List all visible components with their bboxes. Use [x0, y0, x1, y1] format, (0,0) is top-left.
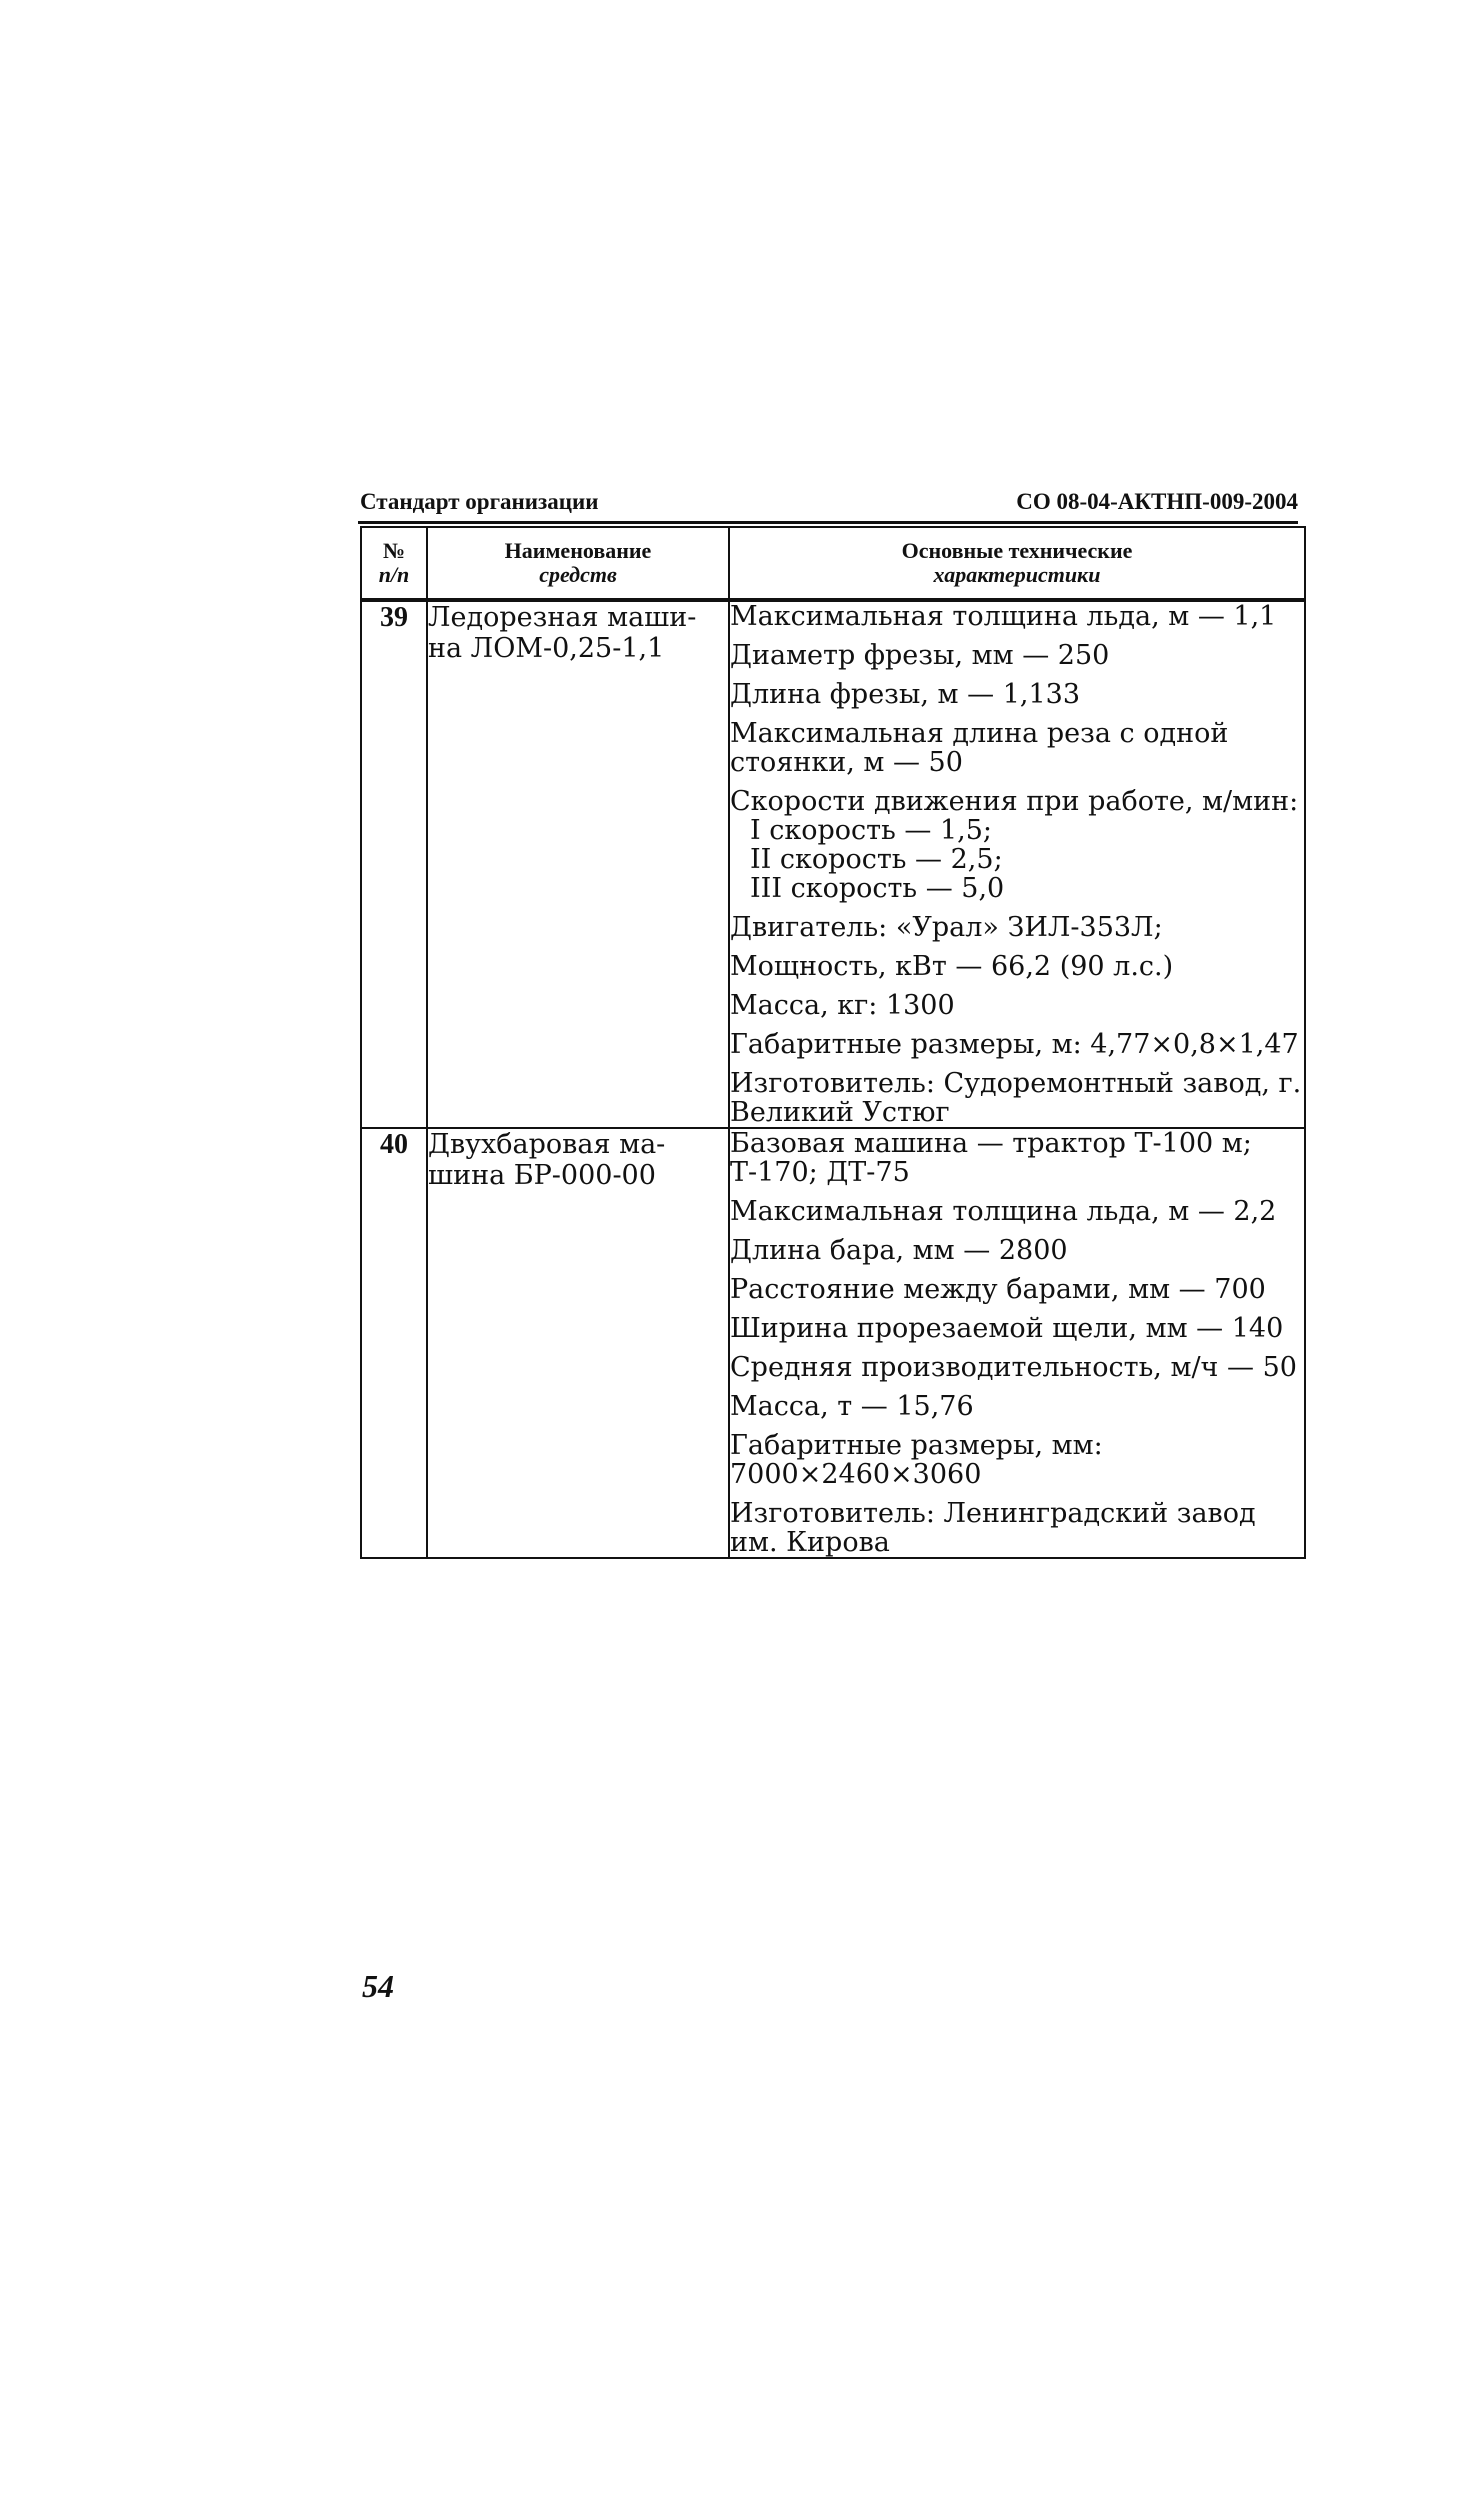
header-organization-standard: Стандарт организации — [360, 489, 599, 514]
column-header-specs: Основные технические характеристики — [729, 527, 1305, 600]
speed-value: I скорость — 1,5; — [750, 815, 992, 846]
row-number: 40 — [361, 1128, 427, 1558]
column-header-name: Наименование средств — [427, 527, 729, 600]
spec-item: Скорости движения при работе, м/мин: — [730, 786, 1299, 817]
spec-item: Максимальная толщина льда, м — 2,2 — [730, 1196, 1277, 1227]
speed-value: III скорость — 5,0 — [750, 873, 1005, 904]
spec-item: Максимальная длина реза с одной стоянки, м — 50 — [730, 718, 1229, 778]
header-document-code: СО 08-04-АКТНП-009-2004 — [1016, 489, 1298, 514]
spec-item: Масса, кг: 1300 — [730, 990, 955, 1021]
spec-item: Габаритные размеры, м: 4,77×0,8×1,47 — [730, 1029, 1299, 1060]
speed-value: II скорость — 2,5; — [750, 844, 1003, 875]
spec-item: Изготовитель: Судоремонтный завод, г. Великий Устюг — [730, 1068, 1302, 1128]
equipment-name: Ледорезная маши-на ЛОМ-0,25-1,1 — [427, 600, 729, 1128]
spec-item: Длина бара, мм — 2800 — [730, 1235, 1068, 1266]
equipment-name: Двухбаровая ма-шина БР-000-00 — [427, 1128, 729, 1558]
spec-item: Масса, т — 15,76 — [730, 1391, 974, 1422]
spec-item: Диаметр фрезы, мм — 250 — [730, 640, 1110, 671]
spec-item: Максимальная толщина льда, м — 1,1 — [730, 601, 1277, 632]
spec-item: Средняя производительность, м/ч — 50 — [730, 1352, 1297, 1383]
table-row — [361, 600, 1305, 1128]
page-number: 54 — [362, 1968, 394, 2004]
spec-item: Двигатель: «Урал» ЗИЛ-353Л; — [730, 912, 1163, 943]
spec-item: Базовая машина — трактор Т-100 м; Т-170; ДТ-75 — [730, 1128, 1252, 1188]
spec-item: Длина фрезы, м — 1,133 — [730, 679, 1081, 710]
spec-item: Изготовитель: Ленинградский завод им. Кирова — [730, 1498, 1256, 1558]
column-header-number: № п/п — [361, 527, 427, 600]
running-header — [358, 487, 1298, 524]
equipment-specs — [729, 1128, 1305, 1558]
table-row — [361, 1128, 1305, 1558]
equipment-specs — [729, 600, 1305, 1128]
table-header-row — [361, 527, 1305, 600]
spec-item-speeds — [730, 787, 1304, 903]
spec-item: Расстояние между барами, мм — 700 — [730, 1274, 1266, 1305]
equipment-spec-table — [360, 526, 1306, 1559]
spec-item: Габаритные размеры, мм: 7000×2460×3060 — [730, 1430, 1103, 1490]
spec-item: Ширина прорезаемой щели, мм — 140 — [730, 1313, 1284, 1344]
spec-item: Мощность, кВт — 66,2 (90 л.с.) — [730, 951, 1174, 982]
row-number: 39 — [361, 600, 427, 1128]
